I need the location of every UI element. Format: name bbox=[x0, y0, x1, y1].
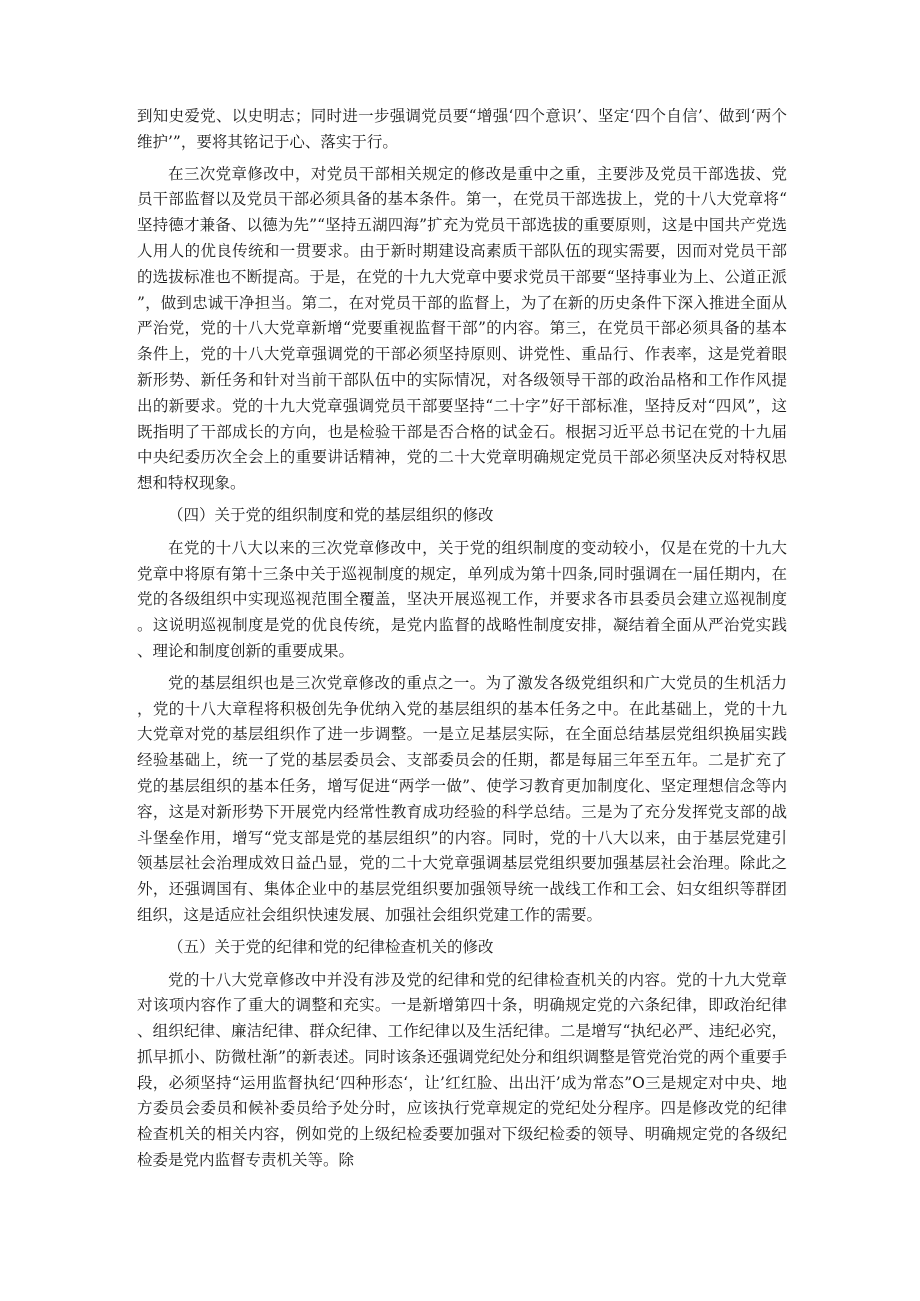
paragraph-continuation: 到知史爱党、以史明志；同时进一步强调党员要“增强‘四个意识’、坚定‘四个自信’、做到‘两个维护’”，要将其铭记于心、落实于行。 bbox=[137, 107, 787, 151]
section-heading-discipline: （五）关于党的纪律和党的纪律检查机关的修改 bbox=[168, 937, 494, 956]
paragraph-organization-system: 在党的十八大以来的三次党章修改中，关于党的组织制度的变动较小，仅是在党的十九大党章中将原有第十三条中关于巡视制度的规定，单列成为第十四条,同时强调在一届任期内，在党的各级组织中实现巡视范围全覆盖，坚决开展巡视工作，并要求各市县委员会建立巡视制度。这说明巡视制度是党的优良传统，是党内监督的战略性制度安排，凝结着全面从严治党实践、理论和制度创新的重要成果。 bbox=[137, 538, 787, 660]
section-heading-organization: （四）关于党的组织制度和党的基层组织的修改 bbox=[168, 505, 494, 524]
paragraph-cadre-revision: 在三次党章修改中，对党员干部相关规定的修改是重中之重，主要涉及党员干部选拔、党员干部监督以及党员干部必须具备的基本条件。第一，在党员干部选拔上，党的十八大党章将“坚持德才兼备、以德为先”“坚持五湖四海”扩充为党员干部选拔的重要原则，这是中国共产党选人用人的优良传统和一贯要求。由于新时期建设高素质干部队伍的现实需要，因而对党员干部的选拔标准也不断提高。于是，在党的十九大党章中要求党员干部要“坚持事业为上、公道正派”，做到忠诚干净担当。第二，在对党员干部的监督上，为了在新的历史条件下深入推进全面从严治党，党的十八大党章新增“党要重视监督干部”的内容。第三，在党员干部必须具备的基本条件上，党的十八大党章强调党的干部必须坚持原则、讲党性、重品行、作表率，这是党着眼新形势、新任务和针对当前干部队伍中的实际情况，对各级领导干部的政治品格和工作作风提出的新要求。党的十九大党章强调党员干部要坚持“二十字”好干部标准，坚持反对“四风”，这既指明了干部成长的方向，也是检验干部是否合格的试金石。根据习近平总书记在党的十九届中央纪委历次全会上的重要讲话精神，党的二十大党章明确规定党员干部必须坚决反对特权思想和特权现象。 bbox=[137, 164, 787, 493]
paragraph-discipline: 党的十八大党章修改中并没有涉及党的纪律和党的纪律检查机关的内容。党的十九大党章对该项内容作了重大的调整和充实。一是新增第四十条，明确规定党的六条纪律，即政治纪律、组织纪律、廉洁纪律、群众纪律、工作纪律以及生活纪律。二是增写“执纪必严、违纪必究，抓早抓小、防微杜渐”的新表述。同时该条还强调党纪处分和组织调整是管党治党的两个重要手段，必须坚持“运用监督执纪‘四种形态‘，让’红红脸、出出汗’成为常态”O三是规定对中央、地方委员会委员和候补委员给予处分时，应该执行党章规定的党纪处分程序。四是修改党的纪律检查机关的相关内容，例如党的上级纪检委要加强对下级纪检委的领导、明确规定党的各级纪检委是党内监督专责机关等。除 bbox=[137, 970, 787, 1170]
document-page bbox=[137, 104, 787, 1180]
paragraph-grassroots-organization: 党的基层组织也是三次党章修改的重点之一。为了激发各级党组织和广大党员的生机活力，党的十八大章程将积极创先争优纳入党的基层组织的基本任务之中。在此基础上，党的十九大党章对党的基层组织作了进一步调整。一是立足基层实际，在全面总结基层党组织换届实践经验基础上，统一了党的基层委员会、支部委员会的任期，都是每届三年至五年。二是扩充了党的基层组织的基本任务，增写促进“两学一做”、使学习教育更加制度化、坚定理想信念等内容，这是对新形势下开展党内经常性教育成功经验的科学总结。三是为了充分发挥党支部的战斗堡垒作用，增写“党支部是党的基层组织”的内容。同时，党的十八大以来，由于基层党建引领基层社会治理成效日益凸显，党的二十大党章强调基层党组织要加强基层社会治理。除此之外，还强调国有、集体企业中的基层党组织要加强领导统一战线工作和工会、妇女组织等群团组织，这是适应社会组织快速发展、加强社会组织党建工作的需要。 bbox=[137, 673, 787, 924]
